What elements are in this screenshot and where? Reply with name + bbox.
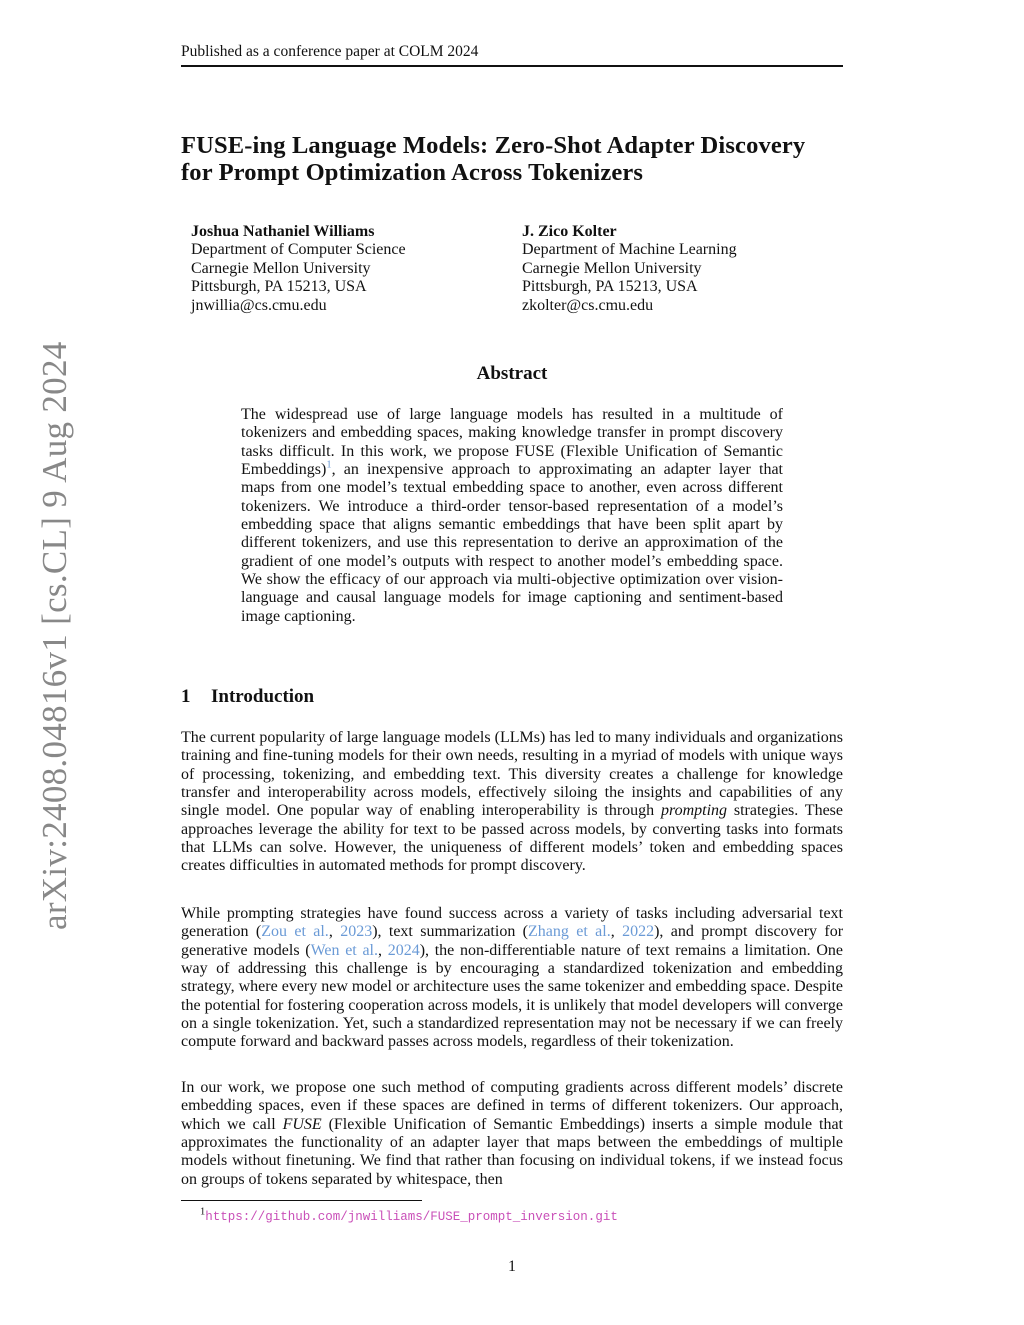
author-block-1 bbox=[191, 223, 406, 315]
author-univ: Carnegie Mellon University bbox=[522, 259, 702, 277]
footnote-url-link[interactable]: https://github.com/jnwilliams/FUSE_prompt_inversion.git bbox=[205, 1210, 618, 1224]
author-city: Pittsburgh, PA 15213, USA bbox=[191, 278, 367, 296]
author-name: Joshua Nathaniel Williams bbox=[191, 223, 375, 240]
citation-year-link[interactable]: 2022 bbox=[622, 923, 655, 941]
intro-paragraph-3 bbox=[181, 1079, 843, 1189]
para-text: ), text summarization ( bbox=[372, 923, 529, 941]
page-number: 1 bbox=[508, 1258, 516, 1275]
citation-year-link[interactable]: 2024 bbox=[387, 941, 420, 959]
author-block-2 bbox=[522, 223, 737, 315]
intro-paragraph-2: While prompting strategies have found success across a variety of tasks including adversarial text generation (Zou et al., 2023), text summarization (Zhang et al., 2022), and prompt discovery for generative models (Wen et al., 2024), the non-differentiable nature of text remains a limitation. One way of addressing this challenge is by encouraging a standardized tokenization and embedding strategy, where every new model or architecture uses the same tokenizer and embedding space. Despite the potential for fostering cooperation across models, it is unlikely that model developers will converge on a single tokenization. Yet, such a standardized representation may not be necessary if we can freely compute forward and backward passes across models, regardless of their tokenization. bbox=[181, 905, 844, 1051]
author-univ: Carnegie Mellon University bbox=[191, 259, 371, 277]
title-line-1: FUSE-ing Language Models: Zero-Shot Adapter Discovery bbox=[181, 132, 806, 159]
footnote bbox=[200, 1208, 618, 1224]
author-name: J. Zico Kolter bbox=[522, 223, 617, 240]
section-heading-introduction bbox=[181, 686, 314, 708]
emphasis-text: prompting bbox=[660, 802, 728, 820]
abstract-text-part-b: , an inexpensive approach to approximating an adapter layer that maps from one model’s textual embedding space to another, even across different tokenizers. We introduce a third-order tensor-based representation of a model’s embedding space that aligns semantic embeddings that have been split apart by different tokenizers, and use this representation to derive an approximation of the gradient of one model’s outputs with respect to another model’s embedding space. We show the efficacy of our approach via multi-objective optimization over vision-language and causal language models for image captioning and sentiment-based image captioning. bbox=[241, 461, 783, 625]
author-city: Pittsburgh, PA 15213, USA bbox=[522, 278, 698, 296]
author-dept: Department of Computer Science bbox=[191, 241, 406, 259]
abstract-text-part-a: The widespread use of large language models has resulted in a multitude of tokenizers and embedding spaces, making knowledge transfer in prompt discovery tasks difficult. In this work, we propose FUSE (Flexible Unification of Semantic Embeddings) bbox=[241, 406, 783, 479]
section-title: Introduction bbox=[211, 686, 315, 707]
citation-link[interactable]: Zhang et al. bbox=[528, 923, 611, 941]
running-header: Published as a conference paper at COLM 2024 bbox=[181, 43, 479, 60]
emphasis-text: FUSE bbox=[282, 1115, 322, 1133]
author-email[interactable]: zkolter@cs.cmu.edu bbox=[522, 296, 654, 314]
paper-title bbox=[181, 132, 861, 186]
para-text: strategies. These approaches leverage the ability for text to be passed across models, by converting tasks into formats that LLMs can solve. However, the uniqueness of different models’ token and embedding spaces creates difficulties in automated methods for prompt discovery. bbox=[181, 802, 843, 875]
para-text: The current popularity of large language models (LLMs) has led to many individuals and organizations training and fine-tuning models for their own needs, resulting in a myriad of models with unique ways of processing, tokenizing, and embedding text. This diversity creates a challenge for knowledge transfer and interoperability across models, effectively siloing the insights and capabilities of any single model. One popular way of enabling interoperability is through bbox=[181, 729, 843, 820]
citation-link[interactable]: Wen et al. bbox=[310, 941, 378, 959]
title-line-2: for Prompt Optimization Across Tokenizers bbox=[181, 159, 644, 186]
header-rule bbox=[181, 65, 843, 67]
para-text: ), the non-differentiable nature of text remains a limitation. One way of addressing this challenge is by encouraging a standardized tokenization and embedding strategy, where every new model or architecture uses the same tokenizer and embedding space. Despite the potential for fostering cooperation across models, it is unlikely that model developers will converge on a single tokenization. Yet, such a standardized representation may not be necessary if we can freely compute forward and backward passes across models, regardless of their tokenization. bbox=[181, 941, 844, 1051]
author-dept: Department of Machine Learning bbox=[522, 241, 737, 259]
abstract-text bbox=[241, 406, 783, 626]
para-text: ), and prompt discovery for generative models ( bbox=[181, 923, 844, 959]
footnote-rule bbox=[181, 1200, 422, 1201]
intro-paragraph-1 bbox=[181, 729, 843, 876]
arxiv-side-stamp: arXiv:2408.04816v1 [cs.CL] 9 Aug 2024 bbox=[35, 341, 74, 930]
author-email[interactable]: jnwillia@cs.cmu.edu bbox=[191, 296, 327, 314]
citation-year-link[interactable]: 2023 bbox=[340, 923, 373, 941]
abstract-heading: Abstract bbox=[476, 363, 548, 384]
para-text: (Flexible Unification of Semantic Embeddings) inserts a simple module that approximates the functionality of an adapter layer that maps between the embeddings of multiple models without finetuning. We find that rather than focusing on individual tokens, if we instead focus on groups of tokens separated by whitespace, then bbox=[181, 1115, 844, 1188]
footnote-marker-link[interactable]: 1 bbox=[326, 459, 332, 471]
section-number: 1 bbox=[181, 686, 191, 707]
citation-link[interactable]: Zou et al. bbox=[261, 923, 329, 941]
para-text: While prompting strategies have found success across a variety of tasks including adversarial text generation ( bbox=[181, 905, 843, 941]
para-text: In our work, we propose one such method of computing gradients across different models’ discrete embedding spaces, even if these spaces are defined in terms of different tokenizers. Our approach, which we call bbox=[181, 1079, 843, 1133]
footnote-number: 1 bbox=[200, 1206, 206, 1218]
